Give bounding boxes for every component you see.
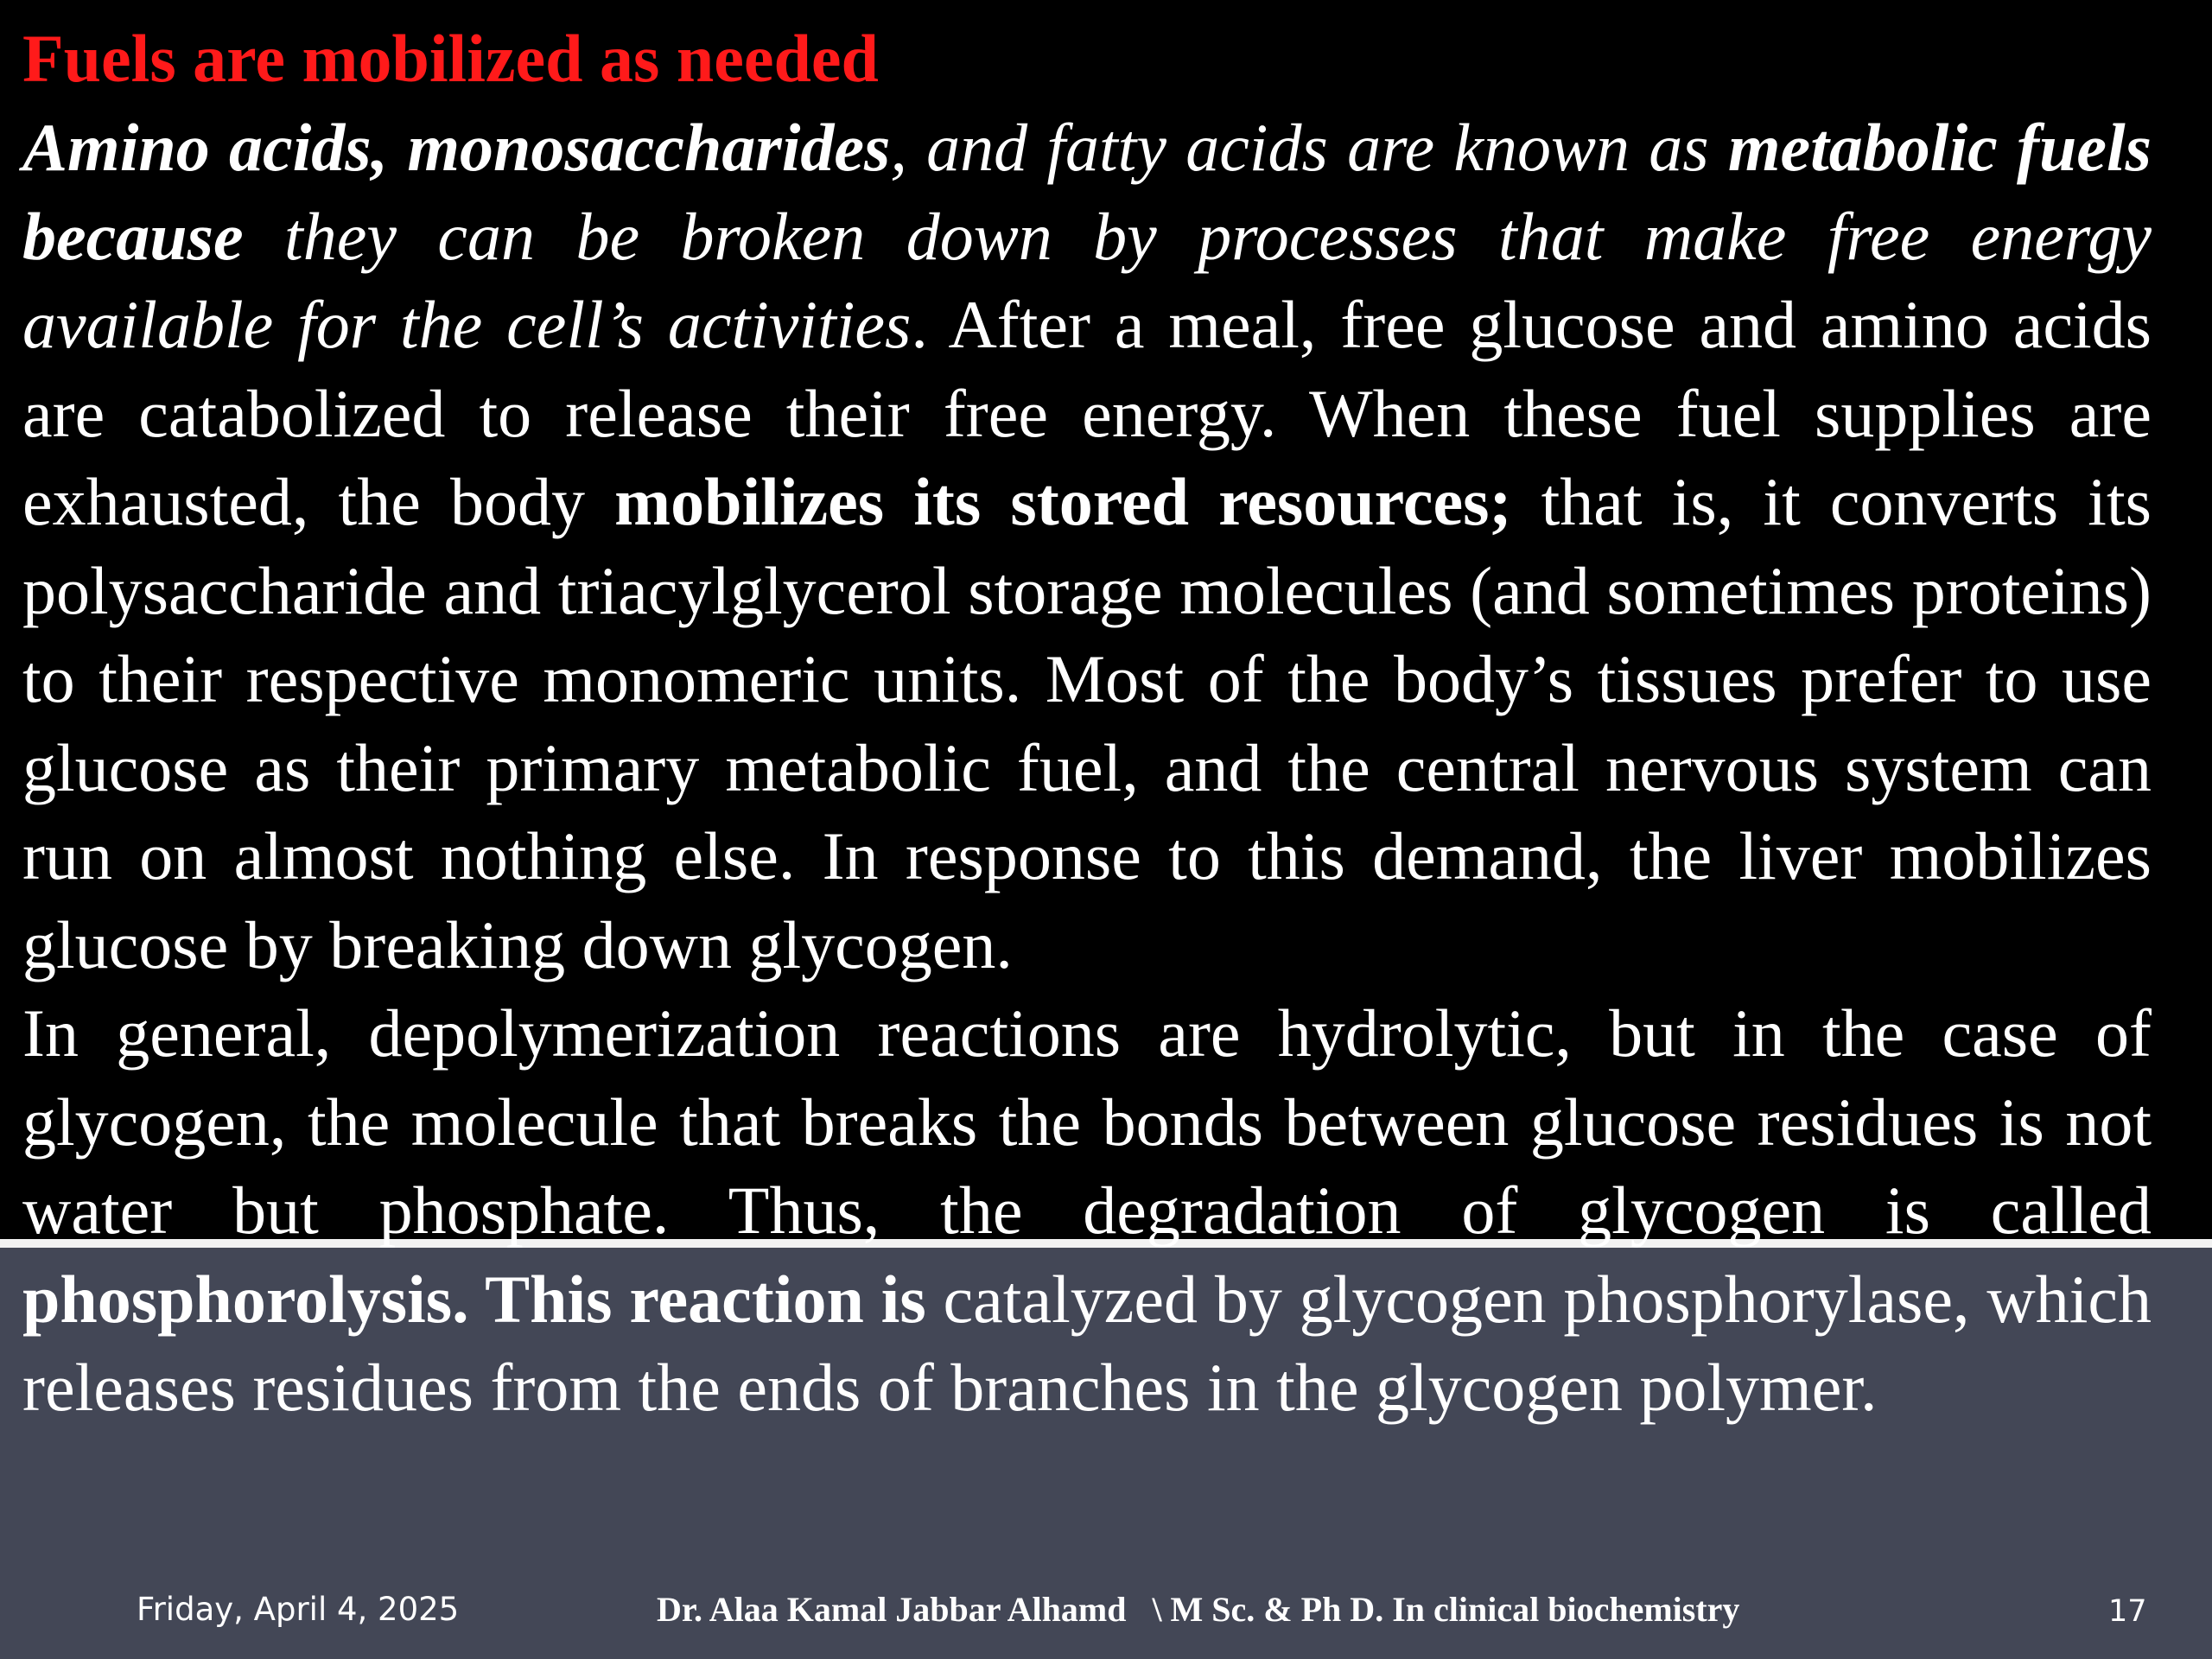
footer-date: Friday, April 4, 2025	[137, 1591, 460, 1628]
mobilization-text: that is, it converts its polysaccharide and triacylglycerol storage molecules (and sometimes proteins) to their respective monomeric units. Most of the body’s tissues prefer to use glucose as their primary metabolic fuel, and the central nervous system can run on almost nothing else. In response to this demand, the liver mobilizes glucose by breaking down glycogen.	[22, 464, 2152, 982]
fuels-text-italic: , and fatty acids are known as	[890, 110, 1728, 185]
fuels-text: . After a meal, free glucose and amino acids are catabolized to release their free energy. When these fuel supplies are exhausted, the body	[22, 287, 2152, 539]
depolymerization-text: In general, depolymerization reactions are hydrolytic, but in the case of glycogen, the molecule that breaks the bonds between glucose residues is not water but phosphate. Thus, the degradation of glycogen is called	[22, 995, 2152, 1248]
phosphorolysis-term: phosphorolysis. This reaction is	[22, 1261, 926, 1337]
fuels-term: Amino acids, monosaccharides	[22, 110, 891, 185]
slide-title: Fuels are mobilized as needed	[22, 21, 879, 96]
paragraph-phosphorolysis	[22, 989, 2152, 1433]
footer-author: Dr. Alaa Kamal Jabbar Alhamd \ M Sc. & Ph D. In clinical biochemistry	[657, 1590, 1740, 1629]
metabolic-fuels-term: metabolic fuels because	[22, 110, 2152, 274]
mobilizes-term: mobilizes its stored resources;	[614, 464, 1512, 539]
slide-body	[22, 104, 2152, 1433]
phosphorylase-text: catalyzed by glycogen phosphorylase, which releases residues from the ends of branches in the glycogen polymer.	[22, 1261, 2152, 1425]
fuels-definition-italic: they can be broken down by processes that make free energy available for the cell’s activities	[22, 198, 2152, 362]
slide-number: 17	[2108, 1594, 2147, 1629]
paragraph-metabolic-fuels	[22, 104, 2152, 989]
